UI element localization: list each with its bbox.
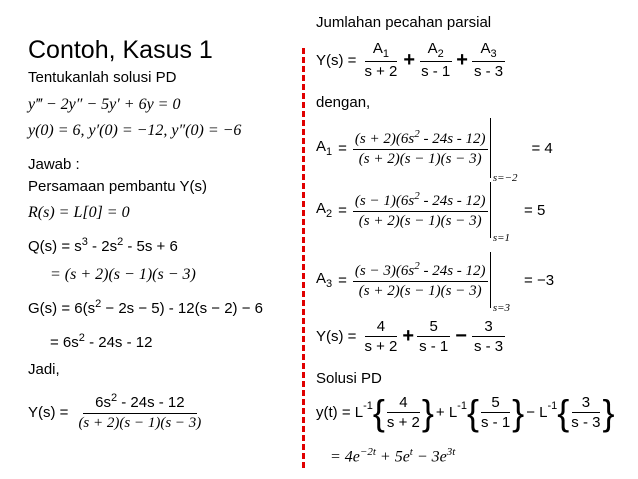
final-exp-1: −2t (359, 446, 376, 458)
a2-lhs (316, 200, 332, 220)
y-denominator: (s + 2)(s − 1)(s − 3) (78, 415, 202, 431)
pf-term-3 (472, 40, 505, 80)
ys-final-num-1: 4 (365, 318, 397, 337)
pf-num-1 (365, 40, 397, 62)
q-eq-exp: 3 (81, 236, 88, 248)
column-divider (302, 48, 305, 468)
a3-result: = −3 (524, 271, 555, 289)
final-c: − 3e (412, 448, 447, 466)
a1-eval-point: s=−2 (492, 172, 518, 184)
ys-final-num-2: 5 (417, 318, 449, 337)
yt-den-3: s - 3 (571, 414, 601, 431)
a2-eq-sign: = (338, 201, 347, 219)
yt-brace-open-1: { (372, 391, 385, 433)
yt-equation (316, 391, 615, 433)
pf-num-1-a: A (372, 40, 383, 57)
a2-eval-point: s=1 (492, 232, 511, 244)
yt-num-1: 4 (387, 394, 419, 413)
q-eq-lhs: Q(s) = s (28, 238, 82, 255)
ys-final-den-1: s + 2 (364, 338, 398, 355)
pf-num-2-sub: 2 (437, 48, 444, 60)
a3-equation (316, 252, 555, 314)
a2-num-b: - 24s - 12) (419, 193, 486, 209)
a1-num-b: - 24s - 12) (419, 131, 486, 147)
a3-lhs-sub: 3 (326, 278, 333, 290)
q-equation (28, 236, 178, 255)
a1-lhs (316, 138, 332, 158)
dengan-label: dengan, (316, 94, 371, 111)
ys-final-den-2: s - 1 (419, 338, 449, 355)
ys-partial-fractions (316, 40, 505, 80)
y-of-s-result (28, 392, 203, 432)
g-simpl-b: - 24s - 12 (84, 334, 153, 351)
final-b: + 5e (375, 448, 410, 466)
plus-2: + (456, 48, 468, 71)
final-a: = 4e (330, 448, 360, 466)
yt-inverse-2: -1 (457, 400, 467, 412)
yt-term-3 (569, 394, 602, 431)
a3-lhs (316, 270, 332, 290)
a1-denominator: (s + 2)(s − 1)(s − 3) (358, 151, 482, 167)
ys-final-sign-2: + (402, 325, 415, 347)
q-eq-exp2: 2 (117, 236, 124, 248)
yt-term-2 (479, 394, 512, 431)
pf-term-1 (362, 40, 399, 80)
plus-1: + (403, 48, 416, 71)
a1-numerator (353, 128, 488, 150)
yt-den-1: s + 2 (386, 414, 420, 431)
a3-denominator: (s + 2)(s − 1)(s − 3) (358, 283, 482, 299)
yt-den-2: s - 1 (480, 414, 511, 431)
solusi-label: Solusi PD (316, 370, 382, 387)
yt-brace-close-2: } (512, 391, 525, 433)
persamaan-label: Persamaan pembantu Y(s) (28, 178, 207, 195)
yt-brace-close-1: } (421, 391, 434, 433)
a2-lhs-a: A (316, 200, 327, 217)
g-equation (28, 298, 263, 317)
a2-num-exp: 2 (414, 190, 420, 202)
final-solution (330, 446, 455, 466)
a2-denominator: (s + 2)(s − 1)(s − 3) (358, 213, 482, 229)
g-eq-b: − 2s − 5) - 12(s − 2) − 6 (101, 300, 263, 317)
final-exp-2: t (409, 446, 413, 458)
a1-fraction (353, 128, 488, 168)
yt-brace-open-2: { (466, 391, 479, 433)
a3-eq-sign: = (338, 271, 347, 289)
yt-sign-2: + L (435, 404, 458, 421)
slide-title: Contoh, Kasus 1 (28, 36, 213, 64)
g-eq-exp: 2 (95, 298, 102, 310)
pf-num-3 (472, 40, 504, 62)
jadi-label: Jadi, (28, 361, 60, 378)
ys-final-lhs: Y(s) = (316, 328, 357, 345)
a2-num-a: (s − 1)(6s (354, 193, 415, 209)
yt-sign-3: − L (526, 404, 548, 421)
q-eq-mid: - 2s (87, 238, 118, 255)
pf-num-3-a: A (480, 40, 491, 57)
ode-equation: y‴ − 2y″ − 5y′ + 6y = 0 (28, 96, 181, 113)
y-num-exp: 2 (110, 392, 118, 404)
g-simpl-a: = 6s (50, 334, 79, 351)
a1-eq-sign: = (338, 139, 347, 157)
pf-num-2 (420, 40, 452, 62)
y-num-b: - 24s - 12 (117, 394, 185, 411)
a1-equation (316, 118, 553, 184)
ys-final-den-3: s - 3 (473, 338, 504, 355)
pf-term-2 (419, 40, 452, 80)
a3-lhs-a: A (316, 270, 327, 287)
a3-num-b: - 24s - 12) (419, 263, 486, 279)
yt-brace-close-3: } (602, 391, 615, 433)
a3-eval-bar (490, 252, 491, 308)
y-numerator (83, 392, 197, 414)
a2-result: = 5 (524, 201, 546, 219)
g-simplified (50, 332, 152, 351)
ys-final (316, 318, 505, 355)
yt-lhs: y(t) = L (316, 404, 364, 421)
yt-inverse-3: -1 (547, 400, 558, 412)
yt-brace-open-3: { (557, 391, 570, 433)
y-lhs: Y(s) = (28, 403, 69, 421)
ys-final-term-2 (417, 318, 450, 355)
g-eq-a: G(s) = 6(s (28, 300, 96, 317)
a1-eval-bar (490, 118, 491, 178)
ys-final-sign-3: − (455, 325, 467, 347)
a1-lhs-sub: 1 (326, 146, 333, 158)
g-simpl-exp: 2 (78, 332, 85, 344)
yt-term-1 (385, 394, 422, 431)
q-factored: = (s + 2)(s − 1)(s − 3) (50, 266, 196, 283)
a3-eval-point: s=3 (492, 302, 511, 314)
a1-lhs-a: A (316, 138, 327, 155)
a1-num-a: (s + 2)(6s (354, 131, 415, 147)
subtitle: Tentukanlah solusi PD (28, 69, 177, 86)
a3-num-a: (s − 3)(6s (354, 263, 415, 279)
yt-num-2: 5 (481, 394, 509, 413)
a2-numerator (353, 190, 488, 212)
a3-numerator (353, 260, 488, 282)
pf-num-1-sub: 1 (382, 48, 389, 60)
pf-den-3: s - 3 (473, 63, 504, 80)
ys-lhs: Y(s) = (316, 51, 357, 69)
partial-fraction-heading: Jumlahan pecahan parsial (316, 14, 492, 31)
pf-num-2-a: A (427, 40, 438, 57)
a2-equation (316, 182, 546, 244)
a1-num-exp: 2 (414, 128, 420, 140)
a2-lhs-sub: 2 (326, 208, 333, 220)
yt-num-3: 3 (572, 394, 600, 413)
yt-inverse-1: -1 (363, 400, 373, 412)
ys-final-term-3 (472, 318, 505, 355)
y-num-a: 6s (95, 394, 111, 411)
a2-eval-bar (490, 182, 491, 238)
q-eq-rhs: - 5s + 6 (123, 238, 178, 255)
pf-den-2: s - 1 (421, 63, 451, 80)
pf-num-3-sub: 3 (490, 48, 497, 60)
r-equation: R(s) = L[0] = 0 (28, 204, 130, 221)
a3-fraction (353, 260, 488, 300)
ys-final-term-1 (362, 318, 399, 355)
a2-fraction (353, 190, 488, 230)
pf-den-1: s + 2 (364, 63, 398, 80)
a1-result: = 4 (531, 139, 553, 157)
ys-final-num-3: 3 (472, 318, 504, 337)
jawab-label: Jawab : (28, 156, 80, 173)
a3-num-exp: 2 (414, 260, 420, 272)
initial-conditions: y(0) = 6, y′(0) = −12, y″(0) = −6 (28, 122, 242, 139)
y-fraction (76, 392, 203, 432)
final-exp-3: 3t (446, 446, 456, 458)
